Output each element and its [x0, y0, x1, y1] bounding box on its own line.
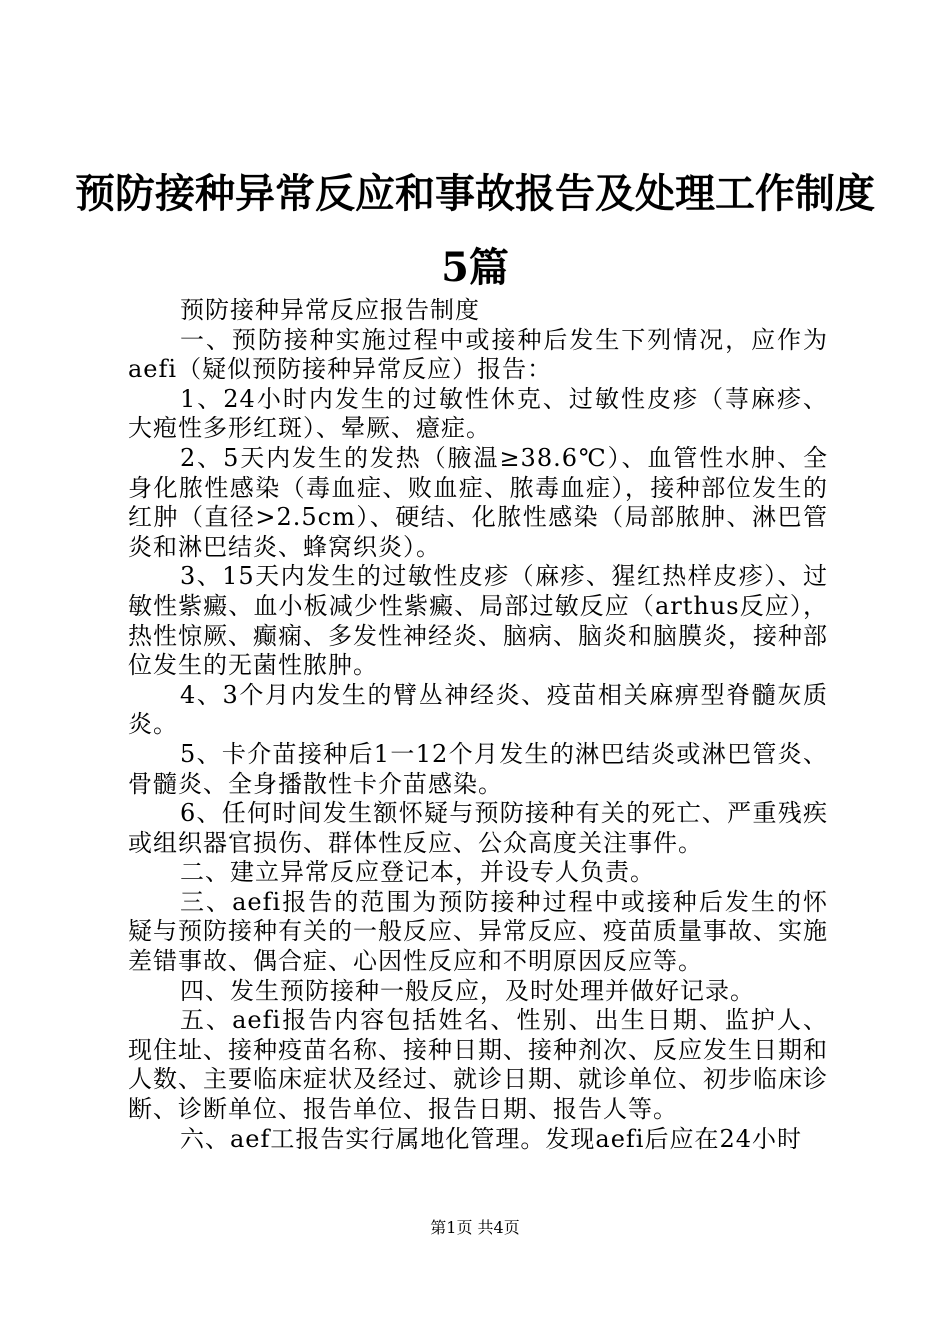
paragraph: 五、aefi报告内容包括姓名、性别、出生日期、监护人、现住址、接种疫苗名称、接种日期、接种剂次、反应发生日期和人数、主要临床症状及经过、就诊日期、就诊单位、初步临床诊断、诊断单位、报告单位、报告日期、报告人等。: [128, 1006, 828, 1124]
paragraph-heading: 预防接种异常反应报告制度: [180, 296, 480, 324]
paragraph: 1、24小时内发生的过敏性休克、过敏性皮疹（荨麻疹、大疱性多形红斑）、晕厥、癔症。: [128, 384, 828, 443]
paragraph: 6、任何时间发生额怀疑与预防接种有关的死亡、严重残疾或组织器官损伤、群体性反应、公众高度关注事件。: [128, 799, 828, 857]
paragraph: 5、卡介苗接种后1一12个月发生的淋巴结炎或淋巴管炎、骨髓炎、全身播散性卡介苗感染。: [128, 739, 828, 798]
paragraph: 三、aefi报告的范围为预防接种过程中或接种后发生的怀疑与预防接种有关的一般反应、异常反应、疫苗质量事故、实施差错事故、偶合症、心因性反应和不明原因反应等。: [128, 887, 828, 976]
paragraph: 4、3个月内发生的臂丛神经炎、疫苗相关麻痹型脊髓灰质炎。: [128, 680, 828, 739]
paragraph: 3、15天内发生的过敏性皮疹（麻疹、猩红热样皮疹）、过敏性紫癜、血小板减少性紫癜、局部过敏反应（arthus反应），热性惊厥、癫痫、多发性神经炎、脑病、脑炎和脑膜炎，接种部位发生的无菌性脓肿。: [128, 562, 828, 680]
paragraph: 六、aef工报告实行属地化管理。发现aefi后应在24小时: [180, 1124, 803, 1153]
paragraph: 2、5天内发生的发热（腋温≥38.6℃）、血管性水肿、全身化脓性感染（毒血症、败血症、脓毒血症），接种部位发生的红肿（直径>2.5cm）、硬结、化脓性感染（局部脓肿、淋巴管炎和淋巴结炎、蜂窝织炎）。: [128, 443, 828, 561]
paragraph: 一、预防接种实施过程中或接种后发生下列情况，应作为aefi（疑似预防接种异常反应）报告：: [128, 325, 828, 384]
page-number-footer: 第1页 共4页: [430, 1218, 520, 1237]
paragraph: 二、建立异常反应登记本，并设专人负责。: [180, 858, 655, 887]
document-title-line-1: 预防接种异常反应和事故报告及处理工作制度: [75, 170, 875, 217]
document-title-line-2: 5篇: [441, 244, 509, 291]
paragraph: 四、发生预防接种一般反应，及时处理并做好记录。: [180, 976, 755, 1005]
document-body: [128, 296, 828, 1154]
